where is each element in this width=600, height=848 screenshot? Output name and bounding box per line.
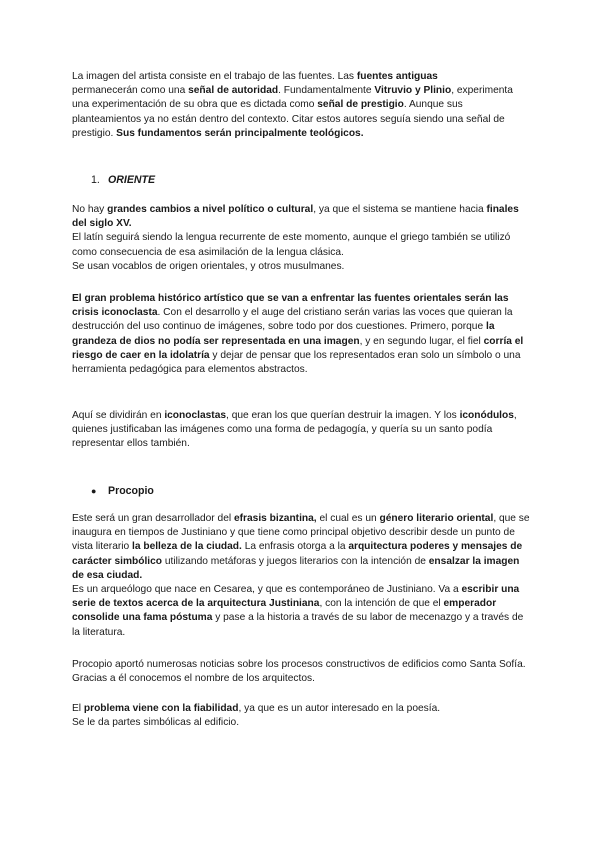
text-run: . Aunque sus planteamientos ya no están dentro del contexto. Citar estos autores seguía siendo una señal de prestigio.: [72, 99, 505, 139]
text-run: , y en segundo lugar, el fiel: [359, 335, 484, 347]
bullet-icon: ●: [91, 486, 97, 496]
bold-run: emperador consolide una fama póstuma: [72, 598, 497, 624]
bold-run: la belleza de la ciudad.: [132, 541, 242, 553]
text-run: , quienes justificaban las imágenes como una forma de pedagogía, y quería su un santo podía representar ellos también.: [72, 410, 517, 450]
bold-run: iconódulos: [459, 410, 514, 421]
bold-run: fuentes antiguas: [356, 71, 438, 82]
bold-run: problema viene con la fiabilidad: [83, 703, 239, 714]
bold-run: Sus fundamentos serán principalmente teológicos.: [116, 127, 364, 139]
bold-run: grandes cambios a nivel político o cultural: [107, 204, 314, 215]
text-run: , que se inaugura en tiempos de Justiniano y que tiene como principal objetivo describir desde un punto de vista literario: [72, 513, 530, 553]
oriente-paragraph-3: [72, 409, 532, 452]
text-run: Se le da partes simbólicas al edificio.: [72, 717, 240, 729]
bold-run: señal de prestigio: [317, 99, 404, 111]
bold-run: ensalzar la imagen de esa ciudad.: [72, 555, 520, 581]
intro-paragraph: [72, 70, 532, 141]
bold-run: género literario oriental: [379, 513, 494, 524]
text-run: El latín seguirá siendo la lengua recurrente de este momento, aunque el griego también se utilizó como consecuencia de esa asimilación de la lengua clásica.: [72, 232, 511, 258]
bold-run: Vitruvio y Plinio: [374, 85, 452, 97]
text-run: Procopio aportó numerosas noticias sobre los procesos constructivos de edificios como Santa Sofía. Gracias a él conocemos el nombre de los arquitectos.: [72, 659, 526, 685]
procopio-paragraph-1: [72, 512, 532, 640]
text-run: . Con el desarrollo y el auge del cristiano serán varias las voces que quieran la destrucción del uso continuo de imágenes, sobre todo por dos cuestiones. Primero, porque: [72, 307, 513, 333]
bold-run: corría el riesgo de caer en la idolatría: [72, 335, 524, 361]
text-run: y pase a la historia a través de su labor de mecenazgo y a través de la literatura.: [72, 612, 524, 638]
bullet-heading-procopio: [91, 484, 154, 498]
procopio-paragraph-3: [72, 702, 532, 730]
bold-run: escribir una serie de textos acerca de la arquitectura Justiniana: [72, 584, 520, 610]
section-heading-oriente: [91, 173, 155, 187]
text-run: utilizando metáforas y juegos literarios con la intención de: [162, 555, 429, 567]
text-run: el cual es un: [316, 513, 380, 524]
bold-run: efrasis bizantina,: [233, 513, 317, 524]
oriente-paragraph-1: [72, 203, 532, 274]
text-run: Es un arqueólogo que nace en Cesarea, y que es contemporáneo de Justiniano. Va a: [72, 584, 462, 596]
text-run: La enfrasis otorga a la: [241, 541, 349, 553]
text-run: , experimenta una experimentación de su obra que es dictada como: [72, 85, 513, 111]
text-run: , que eran los que querían destruir la imagen. Y los: [226, 410, 460, 421]
text-run: permanecerán como una: [72, 85, 189, 97]
heading-title: ORIENTE: [108, 174, 156, 186]
bold-run: El gran problema histórico artístico que se van a enfrentar las fuentes orientales serán las crisis iconoclasta: [72, 293, 509, 319]
text-run: Este será un gran desarrollador del: [72, 513, 234, 524]
heading-number: 1.: [91, 174, 100, 186]
text-run: , con la intención de que el: [319, 598, 444, 610]
text-run: , ya que el sistema se mantiene hacia: [313, 204, 487, 215]
text-run: El: [72, 703, 84, 714]
text-run: Aquí se dividirán en: [72, 410, 165, 421]
text-run: . Fundamentalmente: [278, 85, 375, 97]
bold-run: señal de autoridad: [188, 85, 279, 97]
bold-run: iconoclastas: [164, 410, 227, 421]
oriente-paragraph-2: [72, 292, 532, 377]
text-run: No hay: [72, 204, 108, 215]
text-run: , ya que es un autor interesado en la poesía.: [238, 703, 441, 714]
bold-run: la grandeza de dios no podía ser representada en una imagen: [72, 321, 495, 347]
text-run: Se usan vocablos de origen orientales, y otros musulmanes.: [72, 260, 345, 272]
procopio-paragraph-2: [72, 658, 532, 686]
bullet-title: Procopio: [108, 485, 154, 497]
bold-run: finales del siglo XV.: [72, 204, 519, 230]
text-run: La imagen del artista consiste en el trabajo de las fuentes. Las: [72, 71, 357, 82]
text-run: y dejar de pensar que los representados eran solo un símbolo o una herramienta pedagógica para elementos abstractos.: [72, 349, 521, 376]
bold-run: arquitectura poderes y mensajes de carácter simbólico: [72, 541, 523, 567]
